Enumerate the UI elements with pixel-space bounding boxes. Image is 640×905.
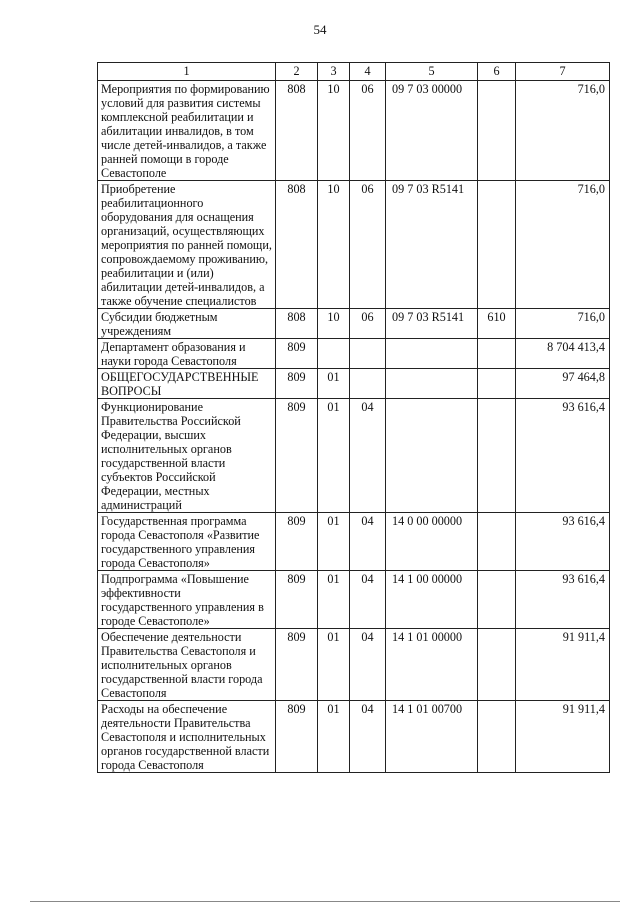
row-name: Субсидии бюджетным учреждениям (98, 309, 276, 339)
row-subsection: 06 (350, 81, 386, 181)
page-bottom-divider (30, 901, 620, 902)
row-section: 01 (318, 399, 350, 513)
row-expense-type (478, 339, 516, 369)
row-expense-type (478, 701, 516, 773)
row-expense-type (478, 629, 516, 701)
table-row (98, 399, 610, 513)
row-section: 01 (318, 369, 350, 399)
row-expense-type (478, 181, 516, 309)
row-section: 01 (318, 571, 350, 629)
row-target (386, 369, 478, 399)
row-ministry: 809 (276, 399, 318, 513)
row-amount: 97 464,8 (516, 369, 610, 399)
row-name: Департамент образования и науки города Севастополя (98, 339, 276, 369)
header-cell: 7 (516, 63, 610, 81)
row-subsection: 04 (350, 701, 386, 773)
row-section: 01 (318, 629, 350, 701)
row-expense-type (478, 513, 516, 571)
row-amount: 8 704 413,4 (516, 339, 610, 369)
header-cell: 5 (386, 63, 478, 81)
row-subsection: 04 (350, 571, 386, 629)
row-section: 10 (318, 309, 350, 339)
row-subsection: 04 (350, 399, 386, 513)
row-subsection: 06 (350, 181, 386, 309)
row-ministry: 809 (276, 339, 318, 369)
header-cell: 6 (478, 63, 516, 81)
row-subsection: 06 (350, 309, 386, 339)
row-subsection (350, 369, 386, 399)
row-target: 14 1 01 00000 (386, 629, 478, 701)
row-section: 10 (318, 81, 350, 181)
row-name: Подпрограмма «Повышение эффективности государственного управления в городе Севастополе» (98, 571, 276, 629)
row-target: 09 7 03 R5141 (386, 181, 478, 309)
row-expense-type (478, 399, 516, 513)
header-cell: 4 (350, 63, 386, 81)
row-ministry: 808 (276, 81, 318, 181)
row-target: 14 0 00 00000 (386, 513, 478, 571)
row-section: 10 (318, 181, 350, 309)
table-header-row (98, 63, 610, 81)
row-ministry: 809 (276, 629, 318, 701)
row-target: 14 1 00 00000 (386, 571, 478, 629)
row-ministry: 809 (276, 701, 318, 773)
row-target: 09 7 03 00000 (386, 81, 478, 181)
header-cell: 3 (318, 63, 350, 81)
row-ministry: 808 (276, 181, 318, 309)
row-expense-type: 610 (478, 309, 516, 339)
row-ministry: 809 (276, 513, 318, 571)
row-amount: 93 616,4 (516, 513, 610, 571)
row-section: 01 (318, 701, 350, 773)
row-amount: 716,0 (516, 309, 610, 339)
row-subsection: 04 (350, 629, 386, 701)
row-section: 01 (318, 513, 350, 571)
table-row (98, 309, 610, 339)
row-ministry: 808 (276, 309, 318, 339)
row-amount: 91 911,4 (516, 629, 610, 701)
table-row (98, 701, 610, 773)
row-amount: 716,0 (516, 181, 610, 309)
row-amount: 91 911,4 (516, 701, 610, 773)
row-name: Государственная программа города Севастополя «Развитие государственного управления города Севастополя» (98, 513, 276, 571)
row-expense-type (478, 81, 516, 181)
row-name: Функционирование Правительства Российской Федерации, высших исполнительных органов государственной власти субъектов Российской Федерации, местных администраций (98, 399, 276, 513)
table-row (98, 181, 610, 309)
table-row (98, 571, 610, 629)
row-name: Расходы на обеспечение деятельности Правительства Севастополя и исполнительных органов государственной власти города Севастополя (98, 701, 276, 773)
table-row (98, 629, 610, 701)
row-name: Мероприятия по формированию условий для развития системы комплексной реабилитации и абилитации инвалидов, в том числе детей-инвалидов, а также ранней помощи в городе Севастополе (98, 81, 276, 181)
row-expense-type (478, 369, 516, 399)
row-subsection: 04 (350, 513, 386, 571)
row-ministry: 809 (276, 571, 318, 629)
row-target (386, 399, 478, 513)
page-number: 54 (313, 22, 327, 37)
budget-table (97, 62, 610, 773)
row-amount: 716,0 (516, 81, 610, 181)
row-target (386, 339, 478, 369)
row-subsection (350, 339, 386, 369)
table-row (98, 339, 610, 369)
header-cell: 2 (276, 63, 318, 81)
row-amount: 93 616,4 (516, 571, 610, 629)
row-name: Приобретение реабилитационного оборудования для оснащения организаций, осуществляющих мероприятия по ранней помощи, сопровождаемому проживанию, реабилитации и (или) абилитации детей-инвалидов, а также обучение специалистов (98, 181, 276, 309)
row-section (318, 339, 350, 369)
row-target: 09 7 03 R5141 (386, 309, 478, 339)
row-ministry: 809 (276, 369, 318, 399)
table-row (98, 81, 610, 181)
row-expense-type (478, 571, 516, 629)
table-row (98, 513, 610, 571)
row-target: 14 1 01 00700 (386, 701, 478, 773)
table-row (98, 369, 610, 399)
row-name: Обеспечение деятельности Правительства Севастополя и исполнительных органов государственной власти города Севастополя (98, 629, 276, 701)
row-amount: 93 616,4 (516, 399, 610, 513)
row-name: ОБЩЕГОСУДАРСТВЕННЫЕ ВОПРОСЫ (98, 369, 276, 399)
header-cell: 1 (98, 63, 276, 81)
